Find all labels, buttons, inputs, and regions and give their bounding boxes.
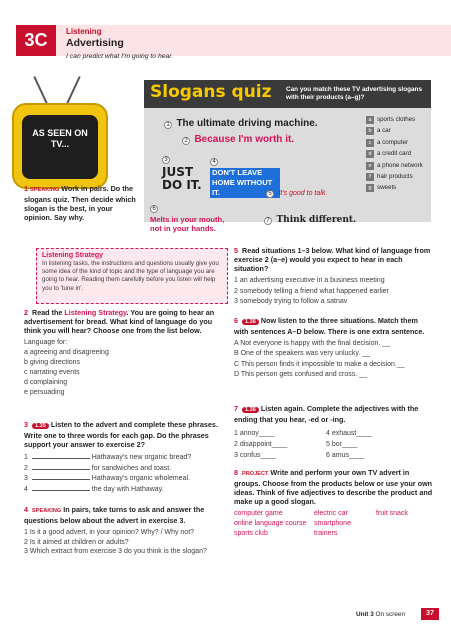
list-item: 3 Hathaway's organic wholemeal. [24, 475, 190, 483]
exercise-number: 6 [234, 316, 238, 325]
tv-antenna-left [33, 76, 48, 106]
list-item: 2 Is it aimed at children or adults? [24, 538, 129, 546]
slogan-text: Melts in your mouth, not in your hands. [150, 215, 225, 233]
product-item: c a computer [366, 139, 430, 147]
exercise-2 [24, 308, 230, 398]
sentence-list [234, 339, 434, 381]
list-item: 3 Which extract from exercise 3 do you think is the slogan? [24, 548, 207, 556]
slogan-5 [266, 182, 327, 200]
exercise-8 [234, 468, 434, 539]
list-item: 2 somebody telling a friend what happened earlier [234, 287, 389, 295]
product-options [234, 509, 434, 539]
slogan-number: 2 [182, 137, 190, 145]
slogan-number: 1 [164, 121, 172, 129]
exercise-number: 4 [24, 505, 28, 514]
question-list [24, 528, 230, 557]
footer [356, 611, 405, 618]
slogan-7 [264, 209, 356, 227]
slogan-number: 4 [210, 158, 218, 166]
audio-track-icon[interactable]: 1.35 [32, 423, 49, 429]
product-option: online language course [234, 520, 307, 527]
list-item: c narrating events [24, 369, 80, 376]
list-item: 2 disappoint____ [234, 441, 288, 448]
adjective-grid [234, 428, 434, 461]
project-tag: PROJECT [242, 471, 269, 477]
slogan-text: The ultimate driving machine. [176, 118, 318, 129]
product-item: a sports clothes [366, 116, 430, 124]
list-item: 2 for sandwiches and toast. [24, 464, 172, 472]
exercise-instructions: 4 SPEAKING In pairs, take turns to ask and answer the questions below about the advert in exercise 3. [24, 505, 205, 525]
exercise-instructions: 2 Read the Listening Strategy. You are going to hear an advertisement for bread. What kind of language do you think you will hear? Choose one from the list below. [24, 308, 215, 335]
tv-illustration [12, 75, 112, 193]
product-item: d a credit card [366, 150, 430, 158]
product-option: computer game [234, 510, 283, 517]
slogan-number: 3 [162, 156, 170, 164]
list-item: 1 Is it a good advert, in your opinion? Why? / Why not? [24, 529, 195, 536]
exercise-instructions: 3 1.35 Listen to the advert and complete these phrases. Write one to three words for each gap. Do the phrases support your answer to exercise 2? [24, 420, 218, 449]
footer-unit: Unit 3 [356, 611, 374, 618]
slogan-2 [182, 129, 294, 147]
slogan-number: 7 [264, 217, 272, 225]
list-item: B One of the speakers was very unlucky. __ [234, 350, 371, 358]
list-item: a agreeing and disagreeing [24, 349, 109, 356]
exercise-instructions: 7 1.36 Listen again. Complete the adjectives with the ending that you hear, -ed or -ing. [234, 404, 419, 424]
slogan-3 [162, 148, 212, 192]
list-item: 3 confus____ [234, 452, 277, 459]
list-item: C This person finds it impossible to make a decision.__ [234, 360, 405, 368]
exercise-number: 5 [234, 246, 238, 255]
list-item: b giving directions [24, 359, 81, 366]
list-item: A Not everyone is happy with the final decision. __ [234, 340, 391, 347]
quiz-subtitle: Can you match these TV advertising slogans with their products (a–g)? [286, 86, 423, 101]
product-option: fruit snack [376, 510, 408, 517]
product-item: f hair products [366, 173, 430, 181]
list-item: 3 somebody trying to follow a satnav [234, 298, 348, 306]
gap-fill-list [24, 453, 230, 495]
slogan-6 [150, 197, 230, 233]
list-item: d complaining [24, 379, 68, 386]
audio-track-icon[interactable]: 1.36 [242, 319, 259, 325]
product-option: sports club [234, 530, 268, 537]
strategy-link[interactable]: Listening Strategy [64, 308, 127, 317]
slogan-text: JUST DO IT. [162, 165, 202, 192]
exercise-number: 1 [24, 184, 28, 193]
tv-screen-text: AS SEEN ON TV... [32, 128, 88, 149]
products-list [366, 116, 430, 192]
product-item: b a car [366, 127, 430, 135]
speaking-tag: SPEAKING [32, 508, 62, 514]
slogan-number: 5 [266, 190, 274, 198]
exercise-number: 7 [234, 404, 238, 413]
exercise-1 [24, 184, 136, 222]
strategy-text: In listening tasks, the instructions and questions usually give you some idea of the kind of topic and the type of language you are going to hear. Reading them carefully before you listen will help you to 'tune in'. [42, 260, 219, 292]
tv-antenna-right [65, 76, 80, 106]
list-item: 4 the day with Hathaway. [24, 485, 164, 493]
list-intro: Language for: [24, 339, 68, 346]
situation-list [234, 276, 434, 308]
page-title: Advertising [66, 37, 124, 49]
slogan-number: 6 [150, 205, 158, 213]
gap-line[interactable] [32, 479, 90, 480]
exercise-6 [234, 316, 434, 381]
exercise-number: 8 [234, 468, 238, 477]
product-option: smartphone [314, 520, 351, 527]
gap-line[interactable] [32, 490, 90, 491]
learning-objective: I can predict what I'm going to hear. [66, 53, 174, 60]
exercise-number: 2 [24, 308, 28, 317]
product-option: electric car [314, 510, 348, 517]
language-list [24, 338, 230, 398]
list-item: 6 amus____ [326, 452, 365, 459]
list-item: 1 an advertising executive in a business meeting [234, 277, 385, 284]
strategy-title: Listening Strategy [42, 252, 104, 259]
listening-strategy [42, 251, 224, 293]
slogan-text: DON'T LEAVE HOME WITHOUT IT. [210, 168, 280, 198]
list-item: e persuading [24, 389, 65, 396]
exercise-7 [234, 404, 434, 461]
exercise-5 [234, 246, 434, 308]
footer-section: On screen [375, 611, 406, 618]
slogan-text: Think different. [276, 215, 357, 225]
exercise-instructions: 5 Read situations 1–3 below. What kind of language from exercise 2 (a–e) would you expect to hear in each situation? [234, 246, 431, 273]
list-item: D This person gets confused and cross. __ [234, 371, 367, 379]
product-option: trainers [314, 530, 338, 537]
unit-badge: 3C [16, 25, 56, 56]
section-label: Listening [66, 27, 102, 36]
slogan-text: Because I'm worth it. [194, 134, 295, 145]
exercise-3 [24, 420, 230, 495]
list-item: 5 bor____ [326, 441, 358, 448]
gap-line[interactable] [32, 469, 90, 470]
audio-track-icon[interactable]: 1.36 [242, 407, 259, 413]
exercise-instructions: Work in pairs. Do the slogans quiz. Then decide which slogan is the best, in your opinion. Say why. [24, 184, 136, 222]
product-item: g sweets [366, 184, 430, 192]
exercise-4 [24, 505, 230, 557]
page-number: 37 [421, 608, 439, 620]
list-item: 4 exhaust____ [326, 430, 372, 437]
exercise-instructions: 8 PROJECT Write and perform your own TV advert in groups. Choose from the products below or use your own ideas. Think of five adjectives to describe the product and make up a good slogan. [234, 468, 433, 506]
list-item: 1 Hathaway's new organic bread? [24, 454, 192, 461]
list-item: 1 annoy____ [234, 430, 275, 437]
gap-line[interactable] [32, 458, 90, 459]
product-item: e a phone network [366, 162, 430, 170]
speaking-tag: SPEAKING [30, 187, 60, 193]
quiz-title: Slogans quiz [150, 82, 272, 102]
exercise-instructions: 6 1.36 Now listen to the three situations. Match them with sentences A–D below. There is one extra sentence. [234, 316, 425, 336]
exercise-number: 3 [24, 420, 28, 429]
slogan-text: It's good to talk. [278, 190, 328, 197]
